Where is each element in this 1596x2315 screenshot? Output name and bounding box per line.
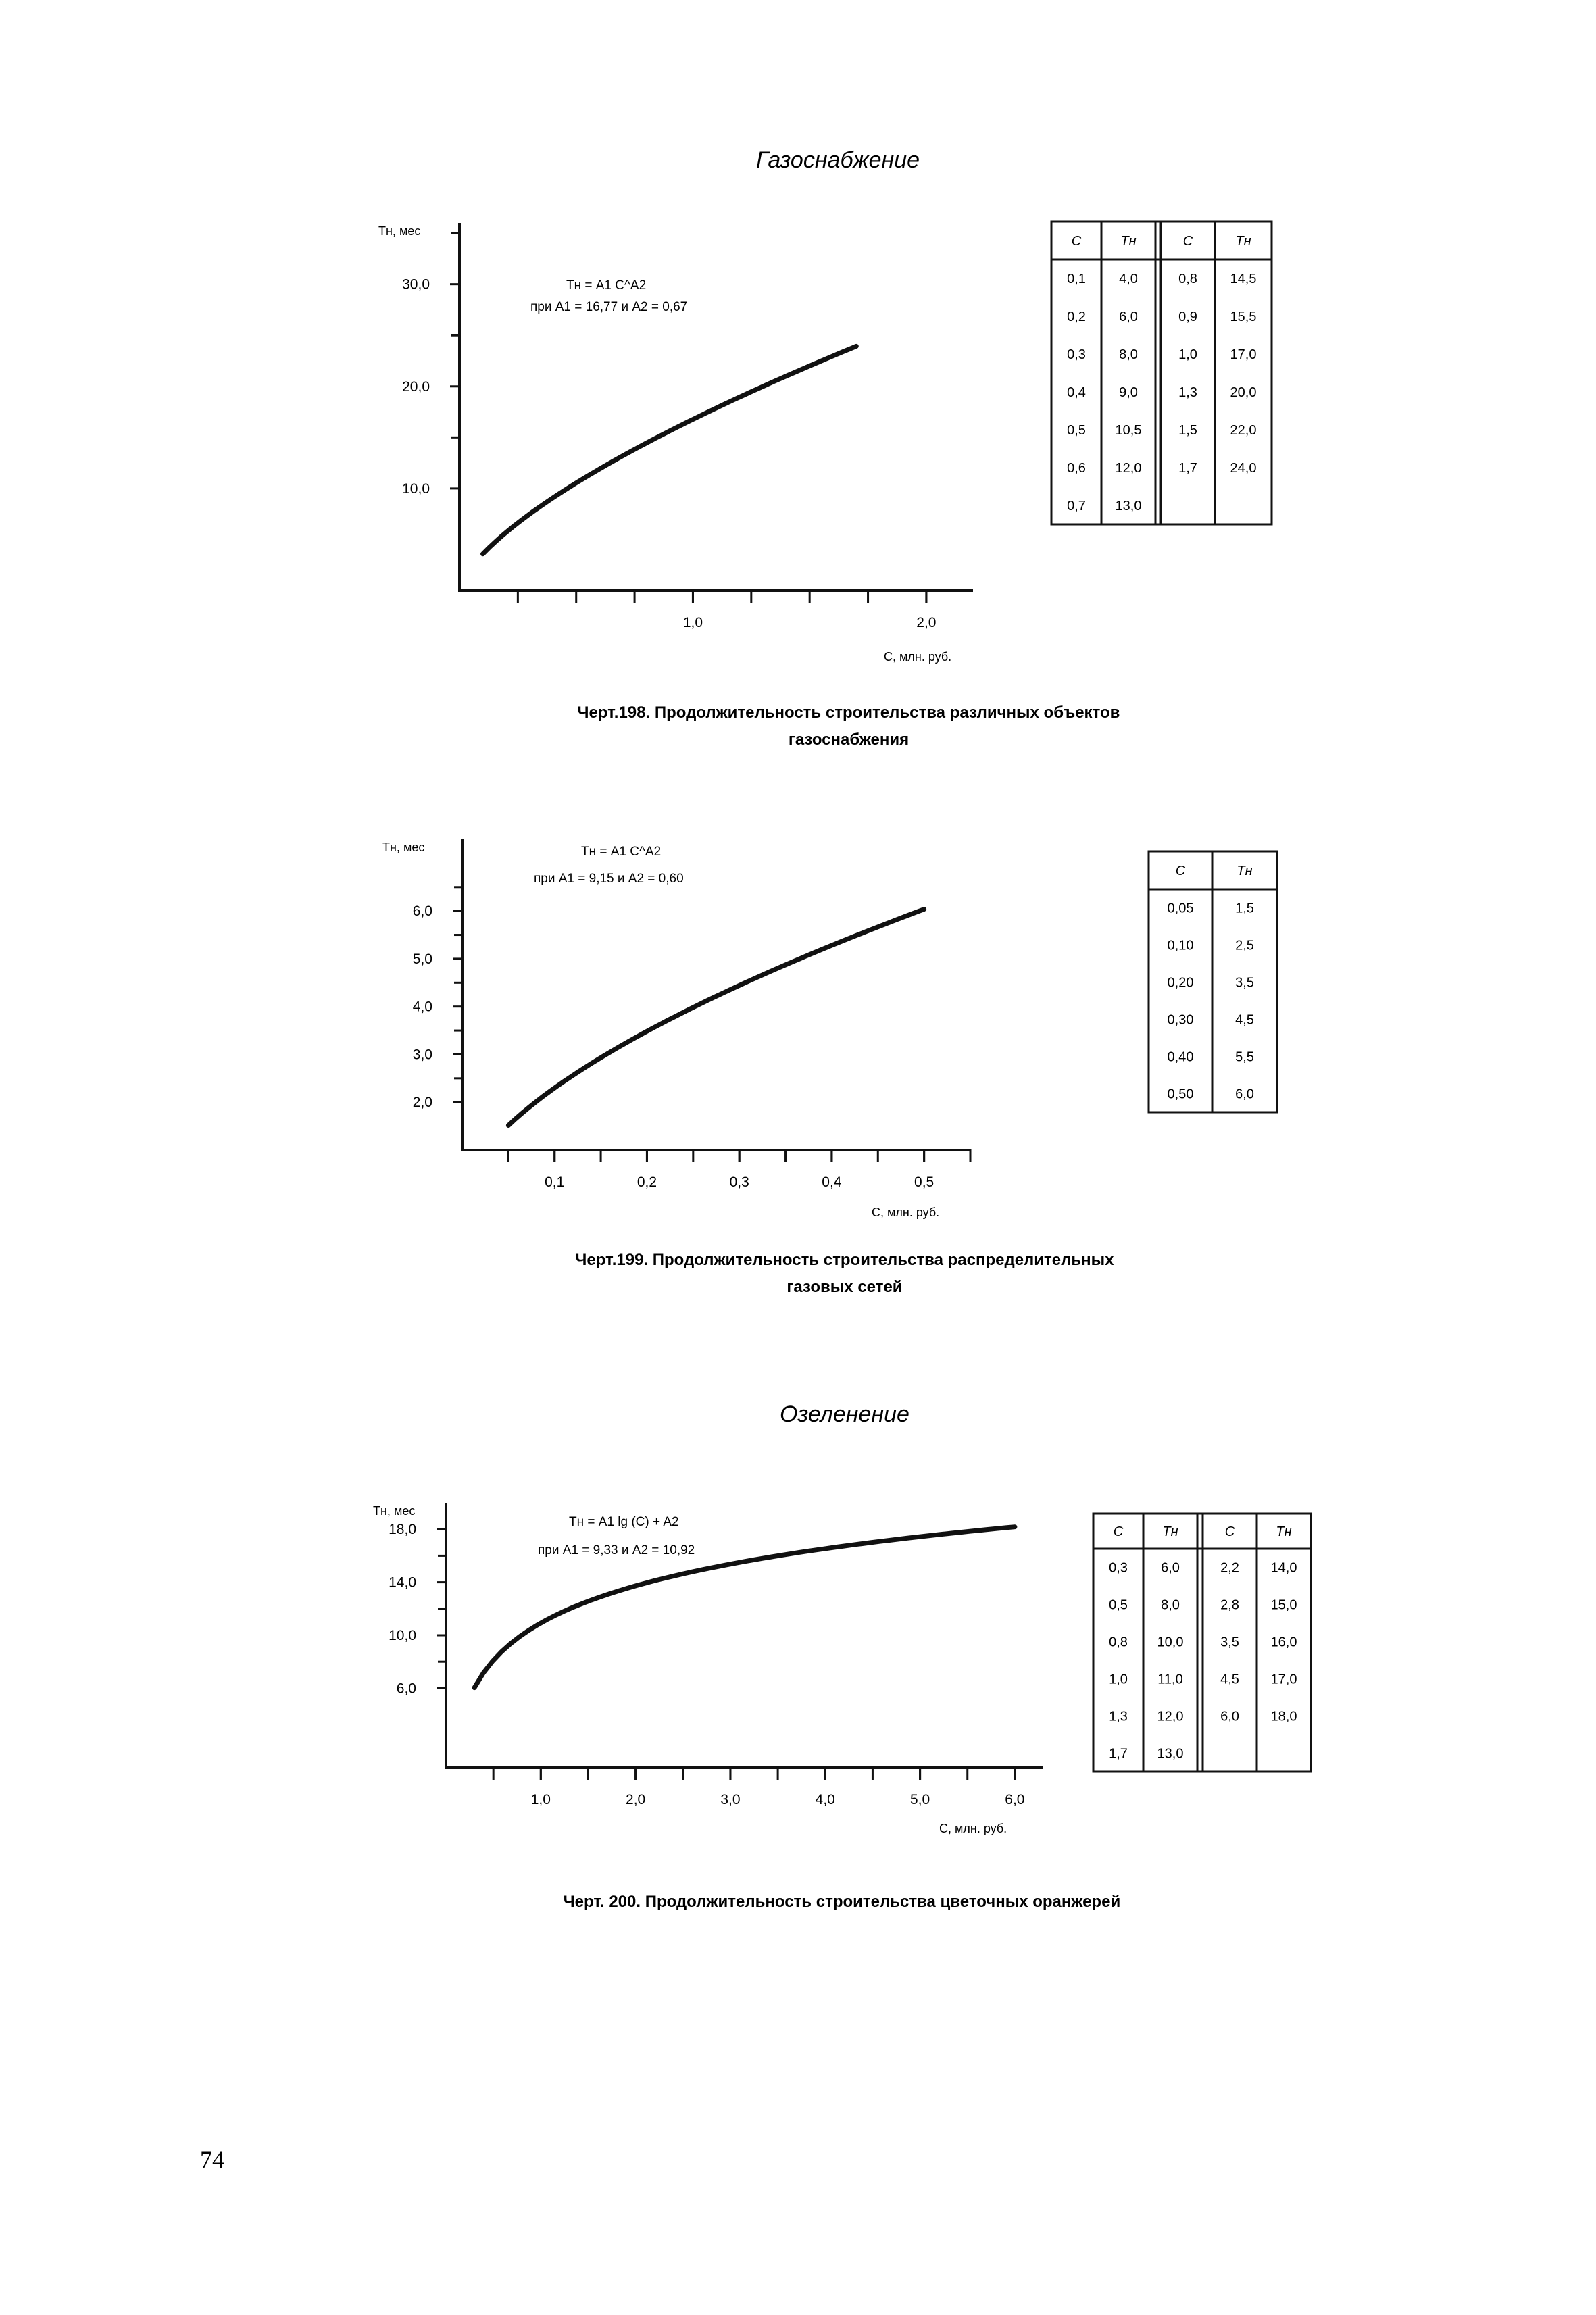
chart-198-table-cell: 14,5 bbox=[1230, 272, 1257, 287]
chart-198-table-cell: 0,5 bbox=[1067, 423, 1086, 438]
chart-198-table-header: С bbox=[1071, 234, 1082, 249]
chart-199-ytick-label-3: 5,0 bbox=[412, 951, 432, 967]
chart-200-xtick-label-0: 1,0 bbox=[530, 1792, 551, 1808]
chart-200-table-cell: 1,7 bbox=[1109, 1746, 1128, 1762]
chart-199-xtick-label-0: 0,1 bbox=[545, 1174, 565, 1190]
chart-198-ylabel: Тн, мес bbox=[378, 224, 421, 238]
chart-198-formula-2: при A1 = 16,77 и A2 = 0,67 bbox=[530, 300, 688, 314]
chart-198-table bbox=[1051, 222, 1272, 524]
chart-200-table-cell: 16,0 bbox=[1270, 1635, 1297, 1650]
chart-198-table-cell: 15,5 bbox=[1230, 309, 1257, 324]
chart-200-table-cell: 13,0 bbox=[1157, 1746, 1184, 1762]
chart-200-table-header: Тн bbox=[1276, 1524, 1292, 1539]
chart-200-table-cell: 3,5 bbox=[1220, 1635, 1239, 1650]
chart-200-table-cell: 12,0 bbox=[1157, 1709, 1184, 1724]
chart-199-ytick-label-4: 6,0 bbox=[412, 903, 432, 920]
chart-198-curve bbox=[483, 346, 857, 553]
chart-199-table-cell: 4,5 bbox=[1235, 1012, 1254, 1028]
chart-200 bbox=[373, 1503, 1311, 1911]
chart-200-table-header: С bbox=[1224, 1524, 1235, 1539]
chart-198-caption-1: Черт.198. Продолжительность строительства различных объектов bbox=[577, 703, 1120, 722]
chart-200-ytick-label-1: 10,0 bbox=[389, 1628, 416, 1643]
chart-198-table-cell: 0,1 bbox=[1067, 272, 1086, 287]
chart-198-table-cell: 0,2 bbox=[1067, 309, 1086, 324]
chart-198-caption-2: газоснабжения bbox=[788, 730, 909, 749]
chart-198-table-cell: 0,8 bbox=[1178, 272, 1197, 287]
chart-199-table-cell: 5,5 bbox=[1235, 1049, 1254, 1065]
chart-200-caption-1: Черт. 200. Продолжительность строительства цветочных оранжерей bbox=[563, 1893, 1121, 1911]
chart-198-table-cell: 0,3 bbox=[1067, 347, 1086, 362]
chart-198-table-cell: 13,0 bbox=[1115, 499, 1142, 514]
chart-198-table-cell: 0,4 bbox=[1067, 385, 1086, 400]
chart-199-table-cell: 1,5 bbox=[1235, 901, 1254, 916]
chart-200-table-cell: 18,0 bbox=[1270, 1709, 1297, 1724]
chart-198-xtick-label-0: 1,0 bbox=[682, 615, 703, 630]
chart-199-ytick-label-2: 4,0 bbox=[412, 999, 432, 1015]
chart-200-xtick-label-1: 2,0 bbox=[626, 1792, 646, 1808]
chart-198-table-cell: 1,3 bbox=[1178, 385, 1197, 400]
chart-199-formula-2: при A1 = 9,15 и A2 = 0,60 bbox=[534, 872, 684, 886]
chart-200-xtick-label-4: 5,0 bbox=[909, 1792, 930, 1808]
section-title-gas: Газоснабжение bbox=[755, 147, 920, 173]
chart-200-table-cell: 0,3 bbox=[1109, 1560, 1128, 1576]
chart-198-table-cell: 20,0 bbox=[1230, 385, 1257, 400]
chart-200-table-cell: 1,3 bbox=[1109, 1709, 1128, 1724]
page-number: 74 bbox=[200, 2146, 224, 2173]
chart-200-xtick-label-5: 6,0 bbox=[1005, 1792, 1025, 1808]
chart-199-table-header: С bbox=[1175, 864, 1186, 878]
chart-199-caption-1: Черт.199. Продолжительность строительства распределительных bbox=[575, 1251, 1114, 1269]
chart-199-table-cell: 0,40 bbox=[1167, 1049, 1194, 1065]
chart-198-table-cell: 0,7 bbox=[1067, 499, 1086, 514]
chart-198 bbox=[378, 222, 1272, 749]
chart-200-ytick-label-2: 14,0 bbox=[389, 1574, 416, 1591]
chart-198-table-cell: 6,0 bbox=[1119, 309, 1138, 324]
chart-200-table-cell: 17,0 bbox=[1270, 1672, 1297, 1687]
chart-200-xtick-label-3: 4,0 bbox=[815, 1792, 835, 1808]
chart-198-ytick-label-0: 10,0 bbox=[402, 480, 430, 497]
chart-200-xtick-label-2: 3,0 bbox=[720, 1792, 741, 1808]
chart-198-table-cell: 1,5 bbox=[1178, 423, 1197, 438]
chart-198-table-cell: 12,0 bbox=[1115, 461, 1142, 476]
chart-198-xtick-label-1: 2,0 bbox=[916, 615, 937, 630]
chart-198-table-cell: 1,7 bbox=[1178, 461, 1197, 476]
chart-198-formula-1: Тн = A1 C^A2 bbox=[566, 278, 647, 293]
chart-198-table-header: Тн bbox=[1120, 234, 1137, 249]
chart-199-table-cell: 3,5 bbox=[1235, 975, 1254, 991]
chart-199-xtick-label-4: 0,5 bbox=[914, 1174, 934, 1190]
chart-199-table-cell: 0,50 bbox=[1167, 1087, 1194, 1102]
chart-199-table-header: Тн bbox=[1237, 864, 1253, 878]
chart-200-xlabel: С, млн. руб. bbox=[939, 1822, 1007, 1835]
chart-200-table-cell: 1,0 bbox=[1109, 1672, 1128, 1687]
chart-200-table-cell: 10,0 bbox=[1157, 1635, 1184, 1650]
chart-199-xlabel: С, млн. руб. bbox=[872, 1205, 940, 1219]
chart-200-table-cell: 0,8 bbox=[1109, 1635, 1128, 1650]
chart-200-table bbox=[1093, 1514, 1311, 1772]
chart-200-table-cell: 4,5 bbox=[1220, 1672, 1239, 1687]
chart-199-formula-1: Тн = A1 C^A2 bbox=[581, 845, 662, 859]
chart-198-table-cell: 17,0 bbox=[1230, 347, 1257, 362]
chart-199-xtick-label-3: 0,4 bbox=[822, 1174, 842, 1190]
chart-198-xlabel: С, млн. руб. bbox=[884, 650, 952, 664]
chart-199-ytick-label-0: 2,0 bbox=[412, 1095, 432, 1111]
chart-198-ytick-label-2: 30,0 bbox=[402, 276, 430, 293]
chart-200-formula-1: Тн = A1 lg (C) + A2 bbox=[569, 1515, 679, 1529]
chart-200-table-cell: 14,0 bbox=[1270, 1560, 1297, 1576]
chart-198-table-cell: 1,0 bbox=[1178, 347, 1197, 362]
chart-199-xtick-label-1: 0,2 bbox=[637, 1174, 657, 1190]
chart-199-table-cell: 6,0 bbox=[1235, 1087, 1254, 1102]
chart-200-ylabel: Тн, мес bbox=[373, 1504, 416, 1518]
chart-200-ytick-label-0: 6,0 bbox=[396, 1681, 416, 1697]
chart-199-curve bbox=[508, 910, 924, 1126]
chart-199-caption-2: газовых сетей bbox=[787, 1278, 903, 1296]
chart-199-ylabel: Тн, мес bbox=[382, 841, 425, 854]
chart-198-table-header: С bbox=[1182, 234, 1193, 249]
chart-199-table-cell: 0,05 bbox=[1167, 901, 1194, 916]
chart-198-table-cell: 24,0 bbox=[1230, 461, 1257, 476]
chart-200-table-header: Тн bbox=[1162, 1524, 1178, 1539]
chart-200-table-cell: 6,0 bbox=[1220, 1709, 1239, 1724]
chart-199-table bbox=[1149, 851, 1277, 1112]
chart-199-ytick-label-1: 3,0 bbox=[412, 1047, 432, 1063]
chart-198-table-cell: 9,0 bbox=[1119, 385, 1138, 400]
chart-199-table-cell: 0,10 bbox=[1167, 938, 1194, 953]
chart-200-table-cell: 6,0 bbox=[1161, 1560, 1180, 1576]
chart-198-table-cell: 4,0 bbox=[1119, 272, 1138, 287]
chart-200-table-cell: 0,5 bbox=[1109, 1597, 1128, 1613]
chart-200-table-header: С bbox=[1113, 1524, 1124, 1539]
chart-200-formula-2: при A1 = 9,33 и A2 = 10,92 bbox=[538, 1543, 695, 1558]
chart-198-table-cell: 0,9 bbox=[1178, 309, 1197, 324]
chart-200-table-cell: 2,2 bbox=[1220, 1560, 1239, 1576]
chart-199-table-cell: 0,30 bbox=[1167, 1012, 1194, 1028]
section-title-greenery: Озеленение bbox=[780, 1401, 909, 1427]
chart-198-table-cell: 0,6 bbox=[1067, 461, 1086, 476]
chart-199-xtick-label-2: 0,3 bbox=[729, 1174, 749, 1190]
chart-200-table-cell: 11,0 bbox=[1157, 1672, 1183, 1687]
chart-199-table-cell: 0,20 bbox=[1167, 975, 1194, 991]
chart-198-table-header: Тн bbox=[1235, 234, 1251, 249]
chart-199-table-cell: 2,5 bbox=[1235, 938, 1254, 953]
chart-200-table-cell: 15,0 bbox=[1270, 1597, 1297, 1613]
chart-199 bbox=[382, 839, 1277, 1296]
chart-198-ytick-label-1: 20,0 bbox=[402, 378, 430, 395]
chart-198-table-cell: 8,0 bbox=[1119, 347, 1138, 362]
chart-200-table-cell: 2,8 bbox=[1220, 1597, 1239, 1613]
chart-198-table-cell: 10,5 bbox=[1115, 423, 1142, 438]
chart-198-table-cell: 22,0 bbox=[1230, 423, 1257, 438]
chart-200-table-cell: 8,0 bbox=[1161, 1597, 1180, 1613]
chart-200-ytick-label-3: 18,0 bbox=[389, 1522, 416, 1538]
